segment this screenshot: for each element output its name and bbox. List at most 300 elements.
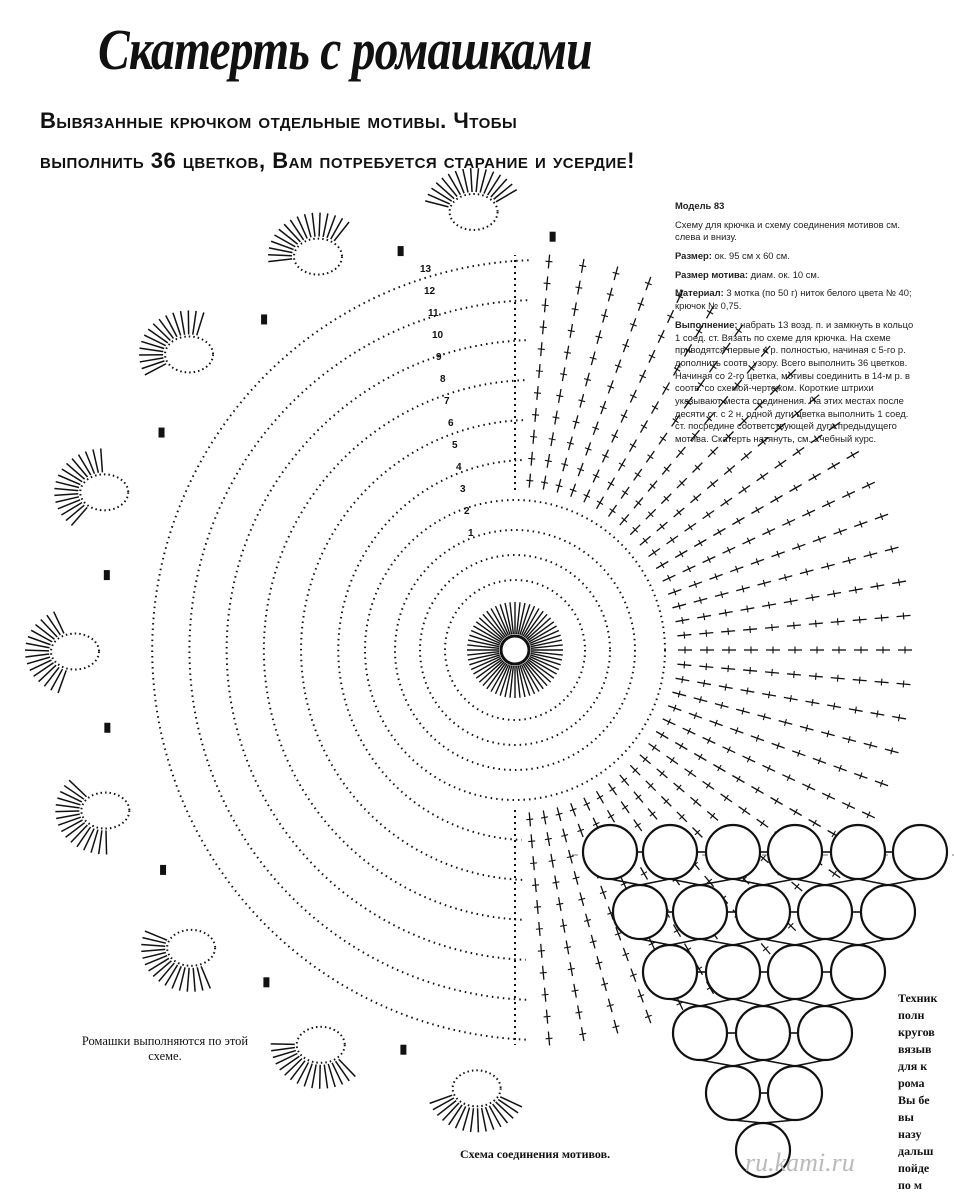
stitch-cross — [549, 439, 556, 440]
stitch-cross — [685, 401, 691, 405]
stitch-cross — [534, 907, 541, 908]
daisy-caption: Ромашки выполняются по этой схеме. — [81, 1034, 249, 1063]
petal-fringe — [488, 175, 501, 195]
row-number: 12 — [424, 286, 436, 297]
petal-arc — [80, 474, 128, 510]
petal-arc — [453, 1070, 501, 1106]
cut-off-line: рома — [898, 1076, 925, 1091]
stitch-cross — [610, 787, 616, 791]
cut-off-line: пойде — [898, 1161, 930, 1176]
stitch-cross — [812, 699, 813, 706]
size-label: Размер: — [675, 250, 712, 262]
row-number: 6 — [448, 418, 454, 429]
stitch-cross — [540, 327, 547, 328]
cut-off-text — [898, 990, 954, 1194]
execution-value: набрать 13 возд. п. и замкнуть в кольцо 1 соед. ст. Вязать по схеме для крючка. На схеме приводятся первые 4 р. полностью, начиная с 5-го р. дополнить соотв. узору. Всего выполнить 36 цветков. Начиная со 2-го цветка, мотивы соединить в 14-м р. в соотв. со схемой-чертежом. Короткие штрихи указывают места соединения. На этих местах после десяти ст. с 2 н. одной дуги цветка выполнить 1 соед. ст. посредине соответствующей дуги предыдущего мотива. Скатерть натянуть, см. Учебный курс. — [675, 318, 914, 444]
petal-fringe — [25, 654, 49, 657]
petal-fringe — [471, 1108, 474, 1132]
cut-off-line: по м — [898, 1178, 923, 1193]
join-link — [825, 879, 858, 885]
stitch-cross — [579, 265, 586, 266]
row-number: 4 — [456, 462, 462, 473]
cut-off-line: вы — [898, 1110, 914, 1125]
motif-circle — [831, 825, 885, 879]
petal-fringe — [142, 361, 165, 369]
motif-circle — [643, 825, 697, 879]
petal-fringe — [271, 1044, 295, 1045]
center-ring — [501, 636, 529, 664]
stitch-cross — [859, 677, 860, 684]
motif-label: Размер мотива: — [675, 268, 748, 280]
petal-fringe — [28, 637, 51, 645]
watermark: ru.kami.ru — [745, 1148, 855, 1177]
petal-fringe — [54, 488, 78, 490]
join-mark — [104, 570, 110, 580]
petal-fringe — [201, 966, 210, 988]
petal-fringe — [268, 259, 292, 262]
stitch-cross — [747, 688, 748, 695]
join-link — [700, 939, 733, 945]
join-link — [763, 939, 795, 945]
petal-fringe — [320, 1065, 321, 1089]
petal-fringe — [55, 811, 79, 812]
petal-fringe — [319, 213, 320, 237]
join-link — [670, 999, 700, 1006]
motif-circle — [798, 1006, 852, 1060]
join-mark — [263, 977, 269, 987]
stitch-cross — [706, 782, 710, 788]
row-number: 9 — [436, 352, 442, 363]
petal-fringe — [26, 643, 50, 647]
motif-circle — [643, 945, 697, 999]
cut-off-line: полн — [898, 1008, 925, 1023]
petal-fringe — [141, 944, 165, 946]
stitch-cross — [794, 671, 795, 678]
stitch-cross — [711, 365, 717, 369]
row-number: 2 — [464, 506, 470, 517]
stitch-cross — [703, 680, 704, 687]
motif-circle — [798, 885, 852, 939]
petal-fringe — [31, 630, 52, 642]
petal-fringe — [61, 820, 82, 831]
petal-fringe — [54, 612, 64, 634]
motif-circle — [861, 885, 915, 939]
stitch-cross — [706, 663, 707, 670]
stitch-cross — [790, 598, 791, 605]
stitch-cross — [724, 499, 728, 505]
stitch-cross — [538, 951, 545, 952]
stitch-cross — [742, 487, 746, 493]
motif-circle — [673, 1006, 727, 1060]
petal-arc — [450, 194, 498, 230]
motif-circle — [768, 825, 822, 879]
stitch-cross — [760, 474, 764, 480]
petal-fringe — [449, 1105, 462, 1125]
petal-arc — [81, 793, 129, 829]
stitch-cross — [528, 841, 535, 842]
petal-fringe — [334, 222, 349, 241]
petal-fringe — [324, 1065, 327, 1089]
stitch-cross — [684, 632, 685, 639]
stitch-cross — [553, 882, 560, 883]
stitch-cross — [541, 482, 548, 483]
material-label: Материал: — [675, 287, 724, 299]
intro-line-2: выполнить 36 цветков, Вам потребуется старание и усердие! — [40, 148, 635, 173]
stitch-cross — [635, 823, 641, 827]
stitch-cross — [635, 473, 641, 477]
stitch-cross — [684, 661, 685, 668]
join-link — [795, 1060, 825, 1066]
petal-fringe — [290, 220, 303, 240]
stitch-cross — [881, 614, 882, 621]
stitch-cross — [579, 1033, 586, 1034]
join-link — [795, 999, 825, 1006]
stitch-cross — [814, 436, 818, 442]
stitch-cross — [750, 626, 751, 633]
join-link — [763, 879, 795, 885]
petal-fringe — [312, 213, 315, 237]
stitch-cross — [794, 622, 795, 629]
stitch-cross — [541, 817, 548, 818]
petal-arc — [167, 930, 215, 966]
petal-fringe — [463, 169, 468, 192]
stitch-cross — [832, 871, 836, 877]
stitch-cross — [725, 609, 726, 616]
join-mark — [400, 1045, 406, 1055]
page-title: Скатерть с ромашками — [98, 17, 592, 82]
stitch-cross — [568, 968, 575, 969]
join-link — [733, 879, 763, 885]
stitch-cross — [560, 925, 567, 926]
stitch-cross — [545, 460, 552, 461]
motif-circle — [831, 945, 885, 999]
petal-fringe — [197, 312, 204, 335]
stitch-cross — [706, 512, 710, 518]
motif-circle — [706, 945, 760, 999]
join-mark — [398, 246, 404, 256]
petal-arc — [165, 336, 213, 372]
join-link — [763, 1060, 795, 1066]
petal-fringe — [165, 965, 178, 985]
petal-fringe — [56, 814, 80, 818]
join-link — [640, 939, 670, 945]
stitch-cross — [855, 586, 856, 593]
stitch-cross — [728, 628, 729, 635]
stitch-cross — [545, 838, 552, 839]
cut-off-line: Техник — [898, 991, 938, 1005]
petal-arc — [294, 239, 342, 275]
row-number: 11 — [428, 308, 439, 319]
petal-fringe — [430, 1095, 453, 1103]
chain-ring — [420, 555, 610, 745]
petal-fringe — [312, 1064, 316, 1088]
petal-fringe — [274, 235, 295, 247]
petal-fringe — [181, 311, 185, 335]
petal-fringe — [193, 968, 195, 992]
petal-fringe — [77, 827, 91, 847]
stitch-cross — [560, 374, 567, 375]
stitch-cross — [546, 261, 553, 262]
stitch-cross — [670, 757, 674, 763]
petal-fringe — [339, 1059, 356, 1076]
petal-fringe — [140, 348, 164, 351]
scheme-note: Схему для крючка и схему соединения мотивов см. слева и внизу. — [675, 218, 900, 243]
stitch-cross — [816, 673, 817, 680]
stitch-cross — [549, 860, 556, 861]
stitch-cross — [682, 617, 683, 624]
petal-fringe — [336, 1061, 350, 1081]
stitch-cross — [532, 415, 539, 416]
row-number: 7 — [444, 396, 450, 407]
stitch-cross — [526, 480, 533, 481]
stitch-cross — [564, 947, 571, 948]
stitch-cross — [530, 863, 537, 864]
stitch-cross — [670, 537, 674, 543]
join-scheme-diagram — [572, 825, 954, 1177]
join-link — [700, 1060, 733, 1066]
petal-fringe — [54, 494, 78, 496]
stitch-cross — [622, 491, 628, 495]
model-label: Модель 83 — [675, 200, 725, 211]
petal-fringe — [101, 448, 103, 472]
stitch-cross — [673, 419, 679, 423]
stitch-cross — [622, 805, 628, 809]
stitch-cross — [698, 383, 704, 387]
join-link — [825, 939, 858, 945]
join-link — [858, 939, 888, 945]
petal-fringe — [47, 615, 60, 635]
stitch-cross — [747, 606, 748, 613]
petal-fringe — [482, 1108, 487, 1132]
stitch-cross — [706, 630, 707, 637]
stitch-cross — [903, 681, 904, 688]
stitch-cross — [542, 994, 549, 995]
join-link — [640, 879, 670, 885]
join-link — [733, 999, 763, 1006]
stitch-cross — [742, 808, 746, 814]
stitch-cross — [855, 707, 856, 714]
petal-fringe — [478, 1108, 479, 1132]
cut-off-line: кругов — [898, 1025, 935, 1040]
stitch-cross — [898, 579, 899, 586]
execution-label: Выполнение: — [675, 318, 738, 330]
stitch-cross — [859, 616, 860, 623]
stitch-cross — [575, 287, 582, 288]
stitch-cross — [652, 550, 656, 556]
join-mark — [550, 232, 556, 242]
stitch-cross — [837, 675, 838, 682]
stitch-cross — [572, 309, 579, 310]
petal-fringe — [271, 1048, 295, 1051]
stitch-cross — [728, 665, 729, 672]
petal-fringe — [323, 213, 328, 237]
size-value: ок. 95 см х 60 см. — [714, 250, 790, 262]
petal-fringe — [187, 968, 189, 992]
stitch-cross — [837, 618, 838, 625]
petal-fringe — [172, 966, 181, 988]
motif-value: диам. ок. 10 см. — [750, 268, 820, 280]
row-number: 8 — [440, 374, 446, 385]
row-number: 1 — [468, 528, 474, 539]
cut-off-line: для к — [898, 1059, 928, 1074]
stitch-cross — [760, 820, 764, 826]
row-number: 10 — [432, 330, 444, 341]
petal-fringe — [56, 805, 80, 808]
petal-fringe — [85, 452, 94, 474]
stitch-cross — [538, 349, 545, 350]
stitch-cross — [540, 972, 547, 973]
motif-circle — [706, 825, 760, 879]
chain-ring — [395, 530, 635, 770]
stitch-cross — [556, 395, 563, 396]
petal-fringe — [476, 168, 478, 192]
stitch-cross — [688, 524, 692, 530]
petal-fringe — [433, 1098, 454, 1110]
petal-fringe — [471, 168, 472, 192]
petal-fringe — [99, 830, 102, 854]
join-link — [858, 879, 888, 885]
stitch-cross — [688, 770, 692, 776]
stitch-cross — [647, 455, 653, 459]
join-link — [700, 879, 733, 885]
stitch-cross — [796, 449, 800, 455]
stitch-cross — [532, 885, 539, 886]
stitch-cross — [556, 903, 563, 904]
stitch-cross — [536, 929, 543, 930]
join-mark — [104, 723, 110, 733]
row-number: 13 — [420, 264, 432, 275]
stitch-cross — [682, 676, 683, 683]
stitch-cross — [526, 819, 533, 820]
join-link — [888, 879, 920, 885]
petal-fringe — [93, 449, 98, 472]
petal-fringe — [197, 967, 203, 990]
stitch-cross — [903, 613, 904, 620]
petal-fringe — [193, 311, 196, 335]
stitch-cross — [652, 745, 656, 751]
petal-fringe — [78, 455, 90, 476]
stitch-cross — [575, 1012, 582, 1013]
stitch-cross — [544, 283, 551, 284]
stitch-cross — [546, 1038, 553, 1039]
petal-fringe — [500, 1097, 522, 1107]
stitch-cross — [812, 594, 813, 601]
stitch-cross — [778, 461, 782, 467]
row-number: 5 — [452, 440, 458, 451]
stitch-cross — [768, 691, 769, 698]
stitch-cross — [898, 714, 899, 721]
stitch-cross — [833, 703, 834, 710]
motif-circle — [583, 825, 637, 879]
motif-circle — [673, 885, 727, 939]
stitch-cross — [833, 590, 834, 597]
motif-circle — [736, 1006, 790, 1060]
stitch-cross — [610, 509, 616, 513]
stitch-cross — [703, 613, 704, 620]
join-mark — [261, 314, 267, 324]
join-link — [733, 1120, 763, 1123]
stitch-cross — [568, 330, 575, 331]
stitch-cross — [750, 667, 751, 674]
petal-fringe — [448, 174, 460, 195]
motif-circle — [768, 1066, 822, 1120]
stitch-cross — [772, 624, 773, 631]
stitch-cross — [564, 352, 571, 353]
stitch-cross — [877, 710, 878, 717]
join-link — [795, 939, 825, 945]
stitch-cross — [832, 423, 836, 429]
stitch-cross — [723, 347, 729, 351]
stitch-cross — [536, 371, 543, 372]
join-link — [670, 879, 700, 885]
intro-line-1: Вывязанные крючком отдельные мотивы. Чтобы — [40, 108, 518, 133]
join-link — [733, 1060, 763, 1066]
stitch-cross — [877, 583, 878, 590]
motif-circle — [706, 1066, 760, 1120]
chain-ring — [365, 500, 665, 800]
petal-arc — [297, 1027, 345, 1063]
stitch-cross — [530, 437, 537, 438]
stitch-cross — [790, 695, 791, 702]
join-link — [610, 879, 640, 885]
petal-fringe — [141, 949, 165, 951]
cut-off-line: Вы бе — [898, 1093, 930, 1108]
motif-circle — [613, 885, 667, 939]
join-link — [733, 939, 763, 945]
stitch-cross — [772, 669, 773, 676]
stitch-cross — [528, 458, 535, 459]
stitch-cross — [553, 417, 560, 418]
stitch-cross — [660, 437, 666, 441]
petal-fringe — [58, 817, 81, 825]
stitch-cross — [534, 393, 541, 394]
petal-fringe — [455, 171, 464, 193]
stitch-cross — [724, 795, 728, 801]
motif-circle — [893, 825, 947, 879]
row-number: 3 — [460, 484, 466, 495]
stitch-cross — [542, 305, 549, 306]
petal-fringe — [180, 967, 186, 990]
cut-off-line: вязыв — [898, 1042, 932, 1057]
stitch-cross — [736, 329, 742, 333]
petal-fringe — [106, 831, 107, 855]
stitch-cross — [768, 602, 769, 609]
join-link — [795, 879, 825, 885]
cut-off-line: назу — [898, 1127, 922, 1142]
join-link — [700, 999, 733, 1006]
petal-fringe — [25, 650, 49, 651]
join-link — [763, 999, 795, 1006]
join-link — [763, 1120, 795, 1123]
cut-off-line: дальш — [898, 1144, 934, 1159]
join-link — [825, 999, 858, 1006]
material-value: 3 мотка (по 50 г) ниток белого цвета № 40; крючок № 0,75. — [675, 287, 912, 312]
motif-circle — [768, 945, 822, 999]
join-caption: Схема соединения мотивов. — [460, 1147, 611, 1161]
join-mark — [159, 428, 165, 438]
motif-circle — [736, 885, 790, 939]
chain-ring — [445, 580, 585, 720]
stitch-cross — [544, 1016, 551, 1017]
petal-fringe — [145, 364, 166, 375]
stitch-cross — [725, 684, 726, 691]
stitch-cross — [816, 620, 817, 627]
petal-fringe — [268, 255, 292, 256]
stitch-cross — [881, 679, 882, 686]
stitch-cross — [572, 990, 579, 991]
petal-fringe — [140, 358, 164, 362]
join-mark — [160, 865, 166, 875]
